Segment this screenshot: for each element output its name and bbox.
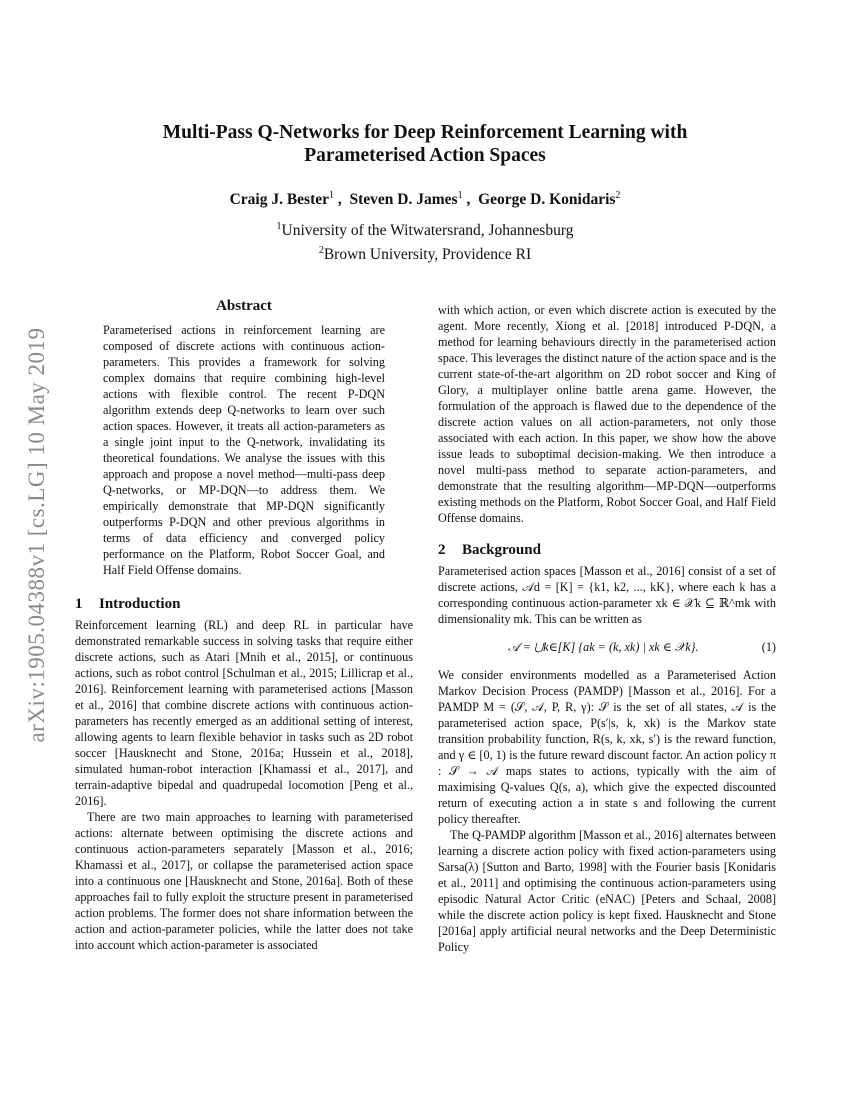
affiliation-name: University of the Witwatersrand, Johannesburg [281,222,574,239]
author-affil-mark: 1 [329,190,335,201]
author-affil-mark: 1 [457,190,463,201]
author-affil-mark: 2 [615,190,621,201]
intro-paragraph-1: Reinforcement learning (RL) and deep RL in particular have demonstrated remarkable success in solving tasks that require either discrete actions, such as Atari [Mnih et al., 2015], or continuous actions, such as robot control [Schulman et al., 2015; Lillicrap et al., 2016]. Reinforcement learning with parameterised actions [Masson et al., 2016] that combine discrete actions with continuous action-parameters has recently emerged as an additional setting of interest, allowing agents to learn flexible behavior in tasks such as 2D robot soccer [Hausknecht and Stone, 2016a; Hussein et al., 2018], simulated human-robot interaction [Khamassi et al., 2017], and terrain-adaptive bipedal and quadrupedal locomotion [Peng et al., 2016]. [75,618,413,808]
equation-number: (1) [761,640,776,654]
affiliation-name: Brown University, Providence RI [323,246,532,263]
background-paragraph-1: Parameterised action spaces [Masson et al., 2016] consist of a set of discrete actions, 𝒜d = [K] = {k1, k2, ..., kK}, where each k has a corresponding continuous action-parameter xk ∈ 𝒳k ⊆ ℝ^mk with dimensionality mk. This can be written as [438,564,776,626]
affiliation [100,217,750,241]
arxiv-identifier: arXiv:1905.04388v1 [cs.LG] 10 May 2019 [24,327,49,743]
background-paragraph-2: We consider environments modelled as a Parameterised Action Markov Decision Process (PAMDP) [Masson et al., 2016]. For a PAMDP M = (𝒮, 𝒜, P, R, γ): 𝒮 is the set of all states, 𝒜 is the parameterised action space, P(s′|s, k, xk) is the Markov state transition probability function, R(s, k, xk, s′) is the reward function, and γ ∈ [0, 1) is the future reward discount factor. An action policy π : 𝒮 → 𝒜 maps states to actions, typically with the aim of maximising Q-values Q(s, a), which give the expected discounted return of executing action a in state s and following the current policy thereafter. [438,668,776,826]
section-title: Introduction [99,596,181,612]
introduction-heading [75,596,413,612]
equation-body: 𝒜 = ⋃k∈[K] {ak = (k, xk) | xk ∈ 𝒳k}. [508,640,699,654]
background-heading [438,542,776,558]
left-column [75,298,413,953]
affiliation-mark: 2 [318,245,324,256]
abstract-text: Parameterised actions in reinforcement learning are composed of discrete actions with continuous action-parameters. This provides a framework for solving complex domains that require combining high-level actions with flexible control. The recent P-DQN algorithm extends deep Q-networks to learn over such action spaces. However, it treats all action-parameters as a single joint input to the Q-network, invalidating its theoretical foundations. We analyse the issues with this approach and propose a novel method—multi-pass deep Q-networks, or MP-DQN—to address them. We empirically demonstrate that MP-DQN significantly outperforms P-DQN and other previous algorithms in terms of data efficiency and converged policy performance on the Platform, Robot Soccer Goal, and Half Field Offense domains. [103,323,385,577]
section-title: Background [462,542,541,558]
title-line-2: Parameterised Action Spaces [304,145,546,166]
intro-paragraph-2: There are two main approaches to learning with parameterised actions: alternate between optimising the discrete actions and continuous action-parameters separately [Masson et al., 2016; Khamassi et al., 2017], or collapse the parameterised action space into a continuous one [Hausknecht and Stone, 2016a]. Both of these approaches fail to fully exploit the structure present in parameterised action problems. The former does not share information between the action and action-parameter policies, while the latter does not take into account which action-parameter is associated [75,810,413,952]
title-line-1: Multi-Pass Q-Networks for Deep Reinforcement Learning with [162,122,688,143]
affiliation [100,241,750,265]
section-number: 2 [438,542,446,558]
author-name: Steven D. James [349,191,458,208]
section-number: 1 [75,596,83,612]
right-column [438,302,776,955]
author-name: Craig J. Bester [229,191,330,208]
author-list: Craig J. Bester$^1$ , Steven D. James$^1$ , George D. Konidaris$^2$ [229,190,621,208]
affiliation-list [100,217,750,265]
paper-title [100,121,750,167]
affiliation-mark: 1 [276,221,282,232]
background-paragraph-3: The Q-PAMDP algorithm [Masson et al., 2016] alternates between learning a discrete action policy with fixed action-parameters using Sarsa(λ) [Sutton and Barto, 1998] with the Fourier basis [Konidaris et al., 2011] and optimising the continuous action-parameters using episodic Natural Actor Critic (eNAC) [Peters and Schaal, 2008] while the discrete action policy is kept fixed. Hausknecht and Stone [2016a] apply artificial neural networks and the Deep Deterministic Policy [438,828,776,954]
equation-1 [438,627,776,667]
intro-paragraph-2-continued: with which action, or even which discrete action is executed by the agent. More recently, Xiong et al. [2018] introduced P-DQN, a method for learning behaviours directly in the parameterised action space. This leverages the distinct nature of the action space and is the current state-of-the-art algorithm on 2D robot soccer and King of Glory, a multiplayer online battle arena game. However, the formulation of the approach is flawed due to the dependence of the discrete action values on all action-parameters, not only those associated with each action. In this paper, we show how the above issue leads to suboptimal decision-making. We then introduce a novel multi-pass method to separate action-parameters, and demonstrate that the resulting algorithm—MP-DQN—outperforms existing methods on the Platform, Robot Soccer Goal, and Half Field Offense domains. [438,303,776,525]
author-name: George D. Konidaris [478,191,616,208]
abstract-heading: Abstract [216,298,272,314]
